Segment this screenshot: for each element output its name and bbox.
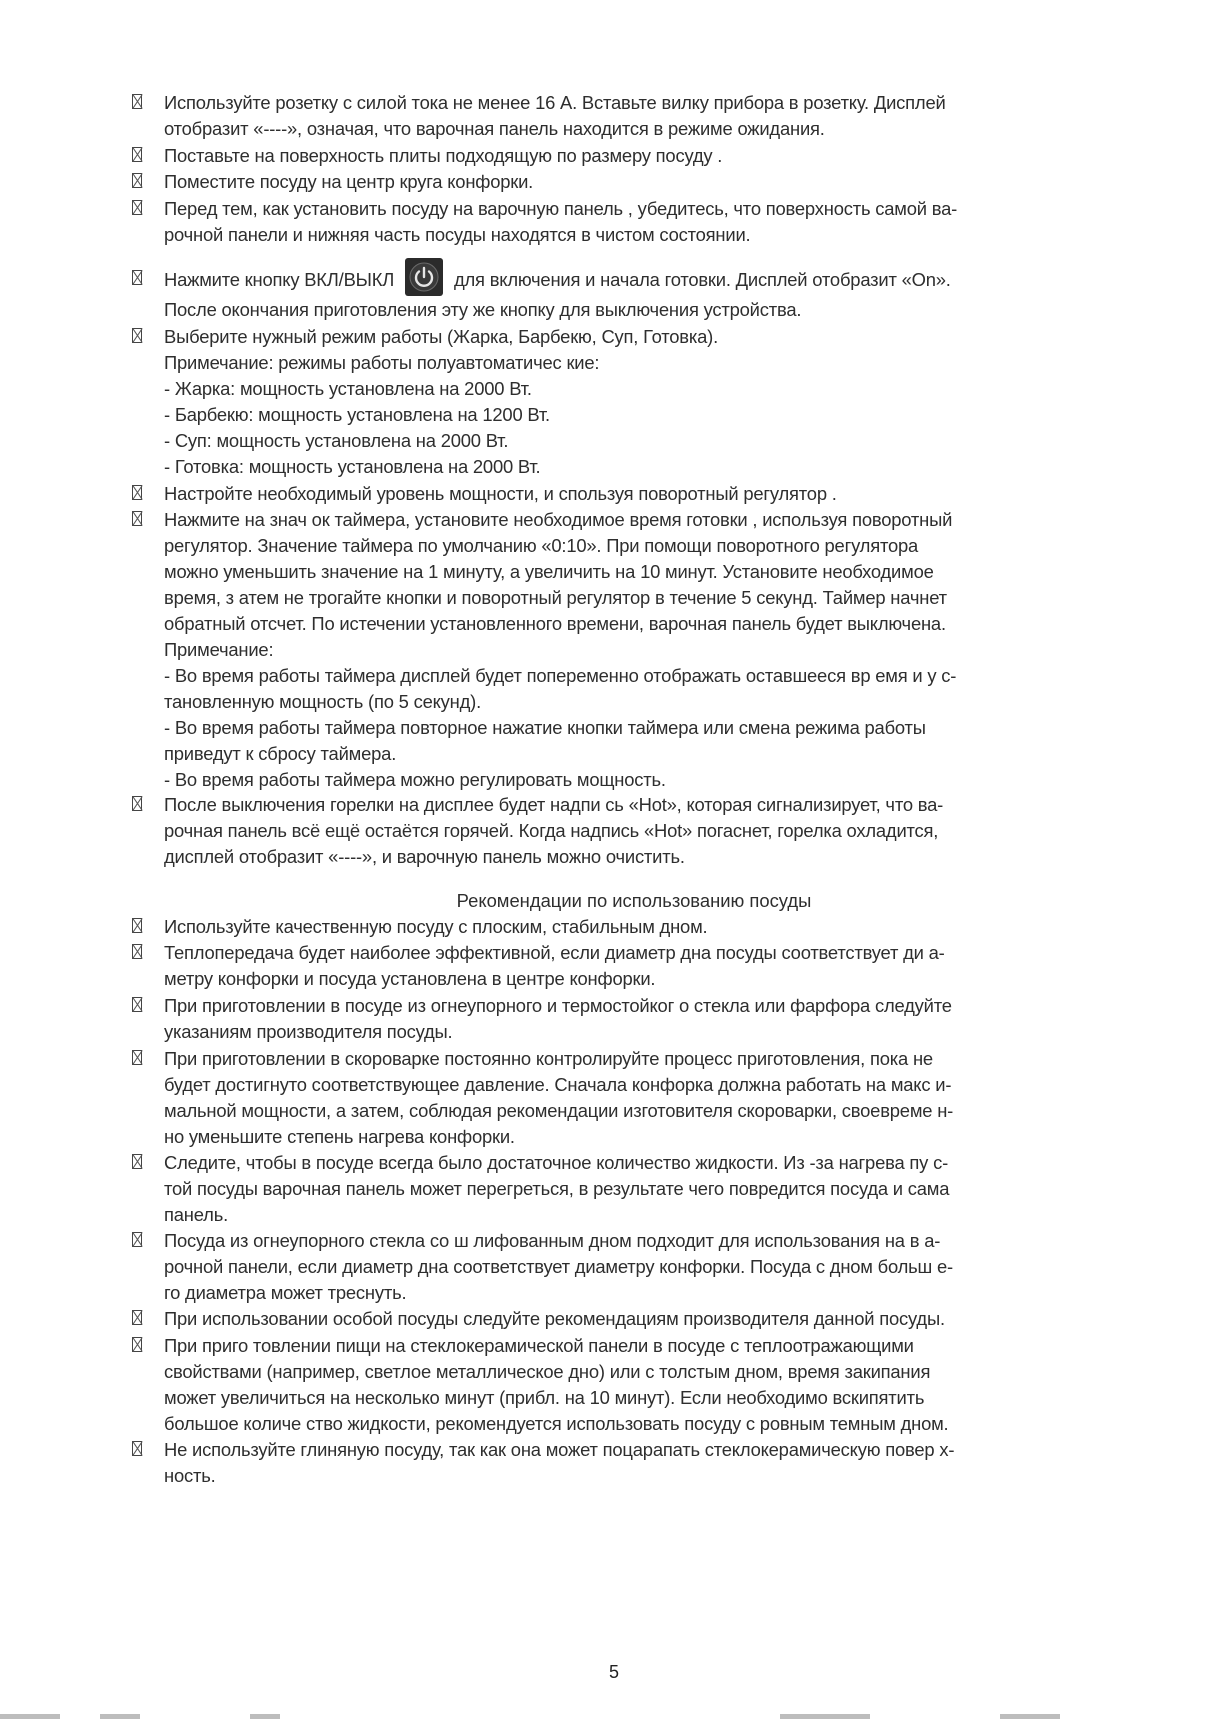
list-item-line: обратный отсчет. По истечении установленного времени, варочная панель будет выключена. [164,613,946,634]
list-item-line: тановленную мощность (по 5 секунд). [164,691,481,712]
list-item-line: Поставьте на поверхность плиты подходящую по размеру посуду . [164,145,723,166]
checkbox-bullet-icon [132,997,142,1012]
checkbox-bullet-icon [132,94,142,109]
list-item [132,90,1142,142]
list-item-line: свойствами (например, светлое металлическое дно) или с толстым дном, время закипания [164,1361,931,1382]
list-item-line: Поместите посуду на центр круга конфорки. [164,171,534,192]
list-item-line: можно уменьшить значение на 1 минуту, а увеличить на 10 минут. Установите необходимое [164,561,934,582]
list-item [132,196,1142,248]
checkbox-bullet-icon [132,511,142,526]
list-item-line: го диаметра может треснуть. [164,1282,407,1303]
list-item-line: Не используйте глиняную посуду, так как она может поцарапать стеклокерамическую повер х- [164,1439,955,1460]
checkbox-bullet-icon [132,918,142,933]
list-item-line: Посуда из огнеупорного стекла со ш лифованным дном подходит для использования на в а- [164,1230,941,1251]
list-item-line: Примечание: режимы работы полуавтоматичес кие: [164,352,600,373]
list-item-line: - Во время работы таймера можно регулировать мощность. [164,769,666,790]
list-item-line: дисплей отобразит «----», и варочную панель можно очистить. [164,846,685,867]
list-item-line: рочной панели, если диаметр дна соответствует диаметру конфорки. Посуда с дном больш е- [164,1256,953,1277]
list-item [132,143,1142,169]
list-item-line: При приготовлении в скороварке постоянно контролируйте процесс приготовления, пока не [164,1048,933,1069]
list-item-modes [132,324,1142,480]
checkbox-bullet-icon [132,1232,142,1247]
list-item-line: - Барбекю: мощность установлена на 1200 Вт. [164,404,550,425]
checkbox-bullet-icon [132,200,142,215]
list-item-line: может увеличиться на несколько минут (прибл. на 10 минут). Если необходимо вскипятить [164,1387,925,1408]
checkbox-bullet-icon [132,796,142,811]
list-item-line: рочная панель всё ещё остаётся горячей. Когда надпись «Hot» погаснет, горелка охладится, [164,820,939,841]
checkbox-bullet-icon [132,328,142,343]
list-item-line: Используйте качественную посуду с плоским, стабильным дном. [164,916,708,937]
list-item [132,1437,1142,1489]
list-item [132,1333,1142,1437]
list-item [132,993,1142,1045]
checkbox-bullet-icon [132,944,142,959]
list-item-line: При приготовлении в посуде из огнеупорного и термостойког о стекла или фарфора следуйте [164,995,952,1016]
list-item [132,1150,1142,1228]
list-item-line: но уменьшите степень нагрева конфорки. [164,1126,515,1147]
list-item-line: Примечание: [164,639,274,660]
list-item [132,481,1142,507]
list-item-line: будет достигнуто соответствующее давление. Сначала конфорка должна работать на макс и- [164,1074,952,1095]
list-item-line: мальной мощности, а затем, соблюдая рекомендации изготовителя скороварки, своевреме н- [164,1100,954,1121]
list-item-line: Настройте необходимый уровень мощности, и спользуя поворотный регулятор . [164,483,837,504]
list-item [132,1306,1142,1332]
checkbox-bullet-icon [132,1154,142,1169]
list-item-line: - Во время работы таймера дисплей будет попеременно отображать оставшееся вр емя и у с- [164,665,957,686]
list-item-line: - Готовка: мощность установлена на 2000 Вт. [164,456,541,477]
power-text-before: Нажмите кнопку ВКЛ/ВЫКЛ [164,269,395,290]
checkbox-bullet-icon [132,485,142,500]
list-item-line: той посуды варочная панель может перегреться, в результате чего повредится посуда и сама [164,1178,950,1199]
list-item-line: - Жарка: мощность установлена на 2000 Вт. [164,378,532,399]
power-icon [405,258,443,296]
list-item-line: время, з атем не трогайте кнопки и поворотный регулятор в течение 5 секунд. Таймер начнет [164,587,947,608]
list-item-line: После окончания приготовления эту же кнопку для выключения устройства. [164,299,802,320]
list-item-line: регулятор. Значение таймера по умолчанию «0:10». При помощи поворотного регулятора [164,535,919,556]
list-item-hot [132,792,1142,870]
section-heading: Рекомендации по использованию посуды [456,890,812,911]
list-item-line: Перед тем, как установить посуду на варочную панель , убедитесь, что поверхность самой ва- [164,198,958,219]
list-item-line: - Суп: мощность установлена на 2000 Вт. [164,430,509,451]
list-item-line: После выключения горелки на дисплее будет надпи сь «Hot», которая сигнализирует, что ва- [164,794,944,815]
list-item-line: При использовании особой посуды следуйте рекомендациям производителя данной посуды. [164,1308,945,1329]
list-item-line: Теплопередача будет наиболее эффективной, если диаметр дна посуды соответствует ди а- [164,942,945,963]
list-item-line: Используйте розетку с силой тока не менее 16 А. Вставьте вилку прибора в розетку. Дисплей [164,92,946,113]
list-item-line: Следите, чтобы в посуде всегда было достаточное количество жидкости. Из -за нагрева пу с- [164,1152,948,1173]
list-item [132,1228,1142,1306]
list-item-line: рочной панели и нижняя часть посуды находятся в чистом состоянии. [164,224,751,245]
scan-edge-marks [0,1714,1228,1721]
list-item-line: Нажмите на знач ок таймера, установите необходимое время готовки , используя поворотный [164,509,953,530]
checkbox-bullet-icon [132,1441,142,1456]
list-item-line: ность. [164,1465,216,1486]
checkbox-bullet-icon [132,1050,142,1065]
checkbox-bullet-icon [132,1337,142,1352]
list-item [132,940,1142,992]
list-item-line: отобразит «----», означая, что варочная панель находится в режиме ожидания. [164,118,825,139]
list-item-timer [132,507,1142,793]
list-item-line: большое количе ство жидкости, рекомендуется использовать посуду с ровным темным дном. [164,1413,949,1434]
list-item-power [132,258,1142,323]
page-number: 5 [608,1662,619,1682]
list-item-line: приведут к сбросу таймера. [164,743,397,764]
power-text-after: для включения и начала готовки. Дисплей отобразит «On». [453,269,951,290]
list-item [132,914,1142,940]
list-item-line: При приго товлении пищи на стеклокерамической панели в посуде с теплоотражающими [164,1335,914,1356]
list-item-line: метру конфорки и посуда установлена в центре конфорки. [164,968,656,989]
list-item-line: Выберите нужный режим работы (Жарка, Барбекю, Суп, Готовка). [164,326,718,347]
list-item-line: панель. [164,1204,228,1225]
checkbox-bullet-icon [132,1310,142,1325]
list-item-line: указаниям производителя посуды. [164,1021,453,1042]
list-item-line: - Во время работы таймера повторное нажатие кнопки таймера или смена режима работы [164,717,926,738]
list-item [132,169,1142,195]
checkbox-bullet-icon [132,173,142,188]
checkbox-bullet-icon [132,147,142,162]
checkbox-bullet-icon [132,270,142,285]
list-item [132,1046,1142,1150]
